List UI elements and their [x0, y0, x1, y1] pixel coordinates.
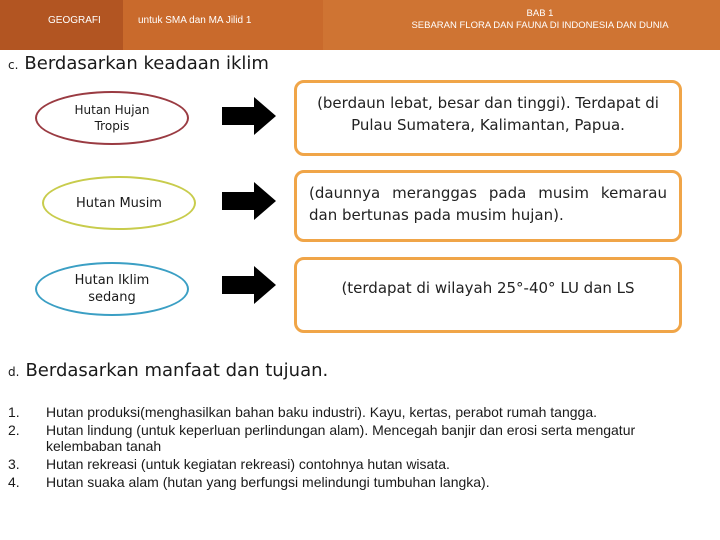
list-item-text: Hutan produksi(menghasilkan bahan baku industri). Kayu, kertas, perabot rumah tangga.	[46, 404, 597, 420]
list-item	[8, 404, 698, 420]
list-item-number: 2.	[8, 422, 20, 438]
forest-type-temperate	[35, 262, 189, 316]
section-d-title: Berdasarkan manfaat dan tujuan.	[25, 360, 329, 381]
forest-purpose-list	[8, 404, 698, 492]
section-c-heading	[8, 53, 269, 74]
header-chapter	[340, 8, 720, 32]
forest-description: (terdapat di wilayah 25°-40° LU dan LS	[341, 279, 635, 297]
list-item	[8, 456, 698, 472]
list-item-number: 3.	[8, 456, 20, 472]
forest-description-box	[294, 80, 682, 156]
forest-type-label: Hutan Hujan Tropis	[74, 103, 150, 133]
section-d-marker: d.	[8, 365, 20, 379]
header-chapter-number: BAB 1	[526, 8, 554, 19]
section-c-title: Berdasarkan keadaan iklim	[24, 53, 269, 74]
list-item-text: Hutan rekreasi (untuk kegiatan rekreasi) contohnya hutan wisata.	[46, 456, 450, 472]
list-item	[8, 474, 698, 490]
forest-description: (berdaun lebat, besar dan tinggi). Terdapat di Pulau Sumatera, Kalimantan, Papua.	[317, 94, 659, 134]
header-subject: GEOGRAFI	[48, 15, 101, 26]
list-item-text: Hutan lindung (untuk keperluan perlindungan alam). Mencegah banjir dan erosi serta mengatur kelembaban tanah	[46, 422, 636, 454]
forest-type-label: Hutan Iklim sedang	[74, 273, 150, 305]
list-item-number: 1.	[8, 404, 20, 420]
list-item-text: Hutan suaka alam (hutan yang berfungsi melindungi tumbuhan langka).	[46, 474, 490, 490]
forest-description: (daunnya meranggas pada musim kemarau dan bertunas pada musim hujan).	[309, 184, 667, 224]
right-arrow-icon	[222, 182, 276, 220]
list-item-number: 4.	[8, 474, 20, 490]
forest-description-box	[294, 257, 682, 333]
header-chapter-title: SEBARAN FLORA DAN FAUNA DI INDONESIA DAN DUNIA	[411, 20, 669, 31]
section-d-heading	[8, 360, 328, 381]
forest-type-label: Hutan Musim	[76, 195, 162, 211]
forest-type-tropical-rain	[35, 91, 189, 145]
right-arrow-icon	[222, 97, 276, 135]
right-arrow-icon	[222, 266, 276, 304]
forest-description-box	[294, 170, 682, 242]
header-band	[0, 0, 720, 50]
forest-type-monsoon	[42, 176, 196, 230]
section-c-marker: c.	[8, 58, 19, 72]
header-book-title: untuk SMA dan MA Jilid 1	[138, 15, 252, 26]
list-item	[8, 422, 698, 454]
